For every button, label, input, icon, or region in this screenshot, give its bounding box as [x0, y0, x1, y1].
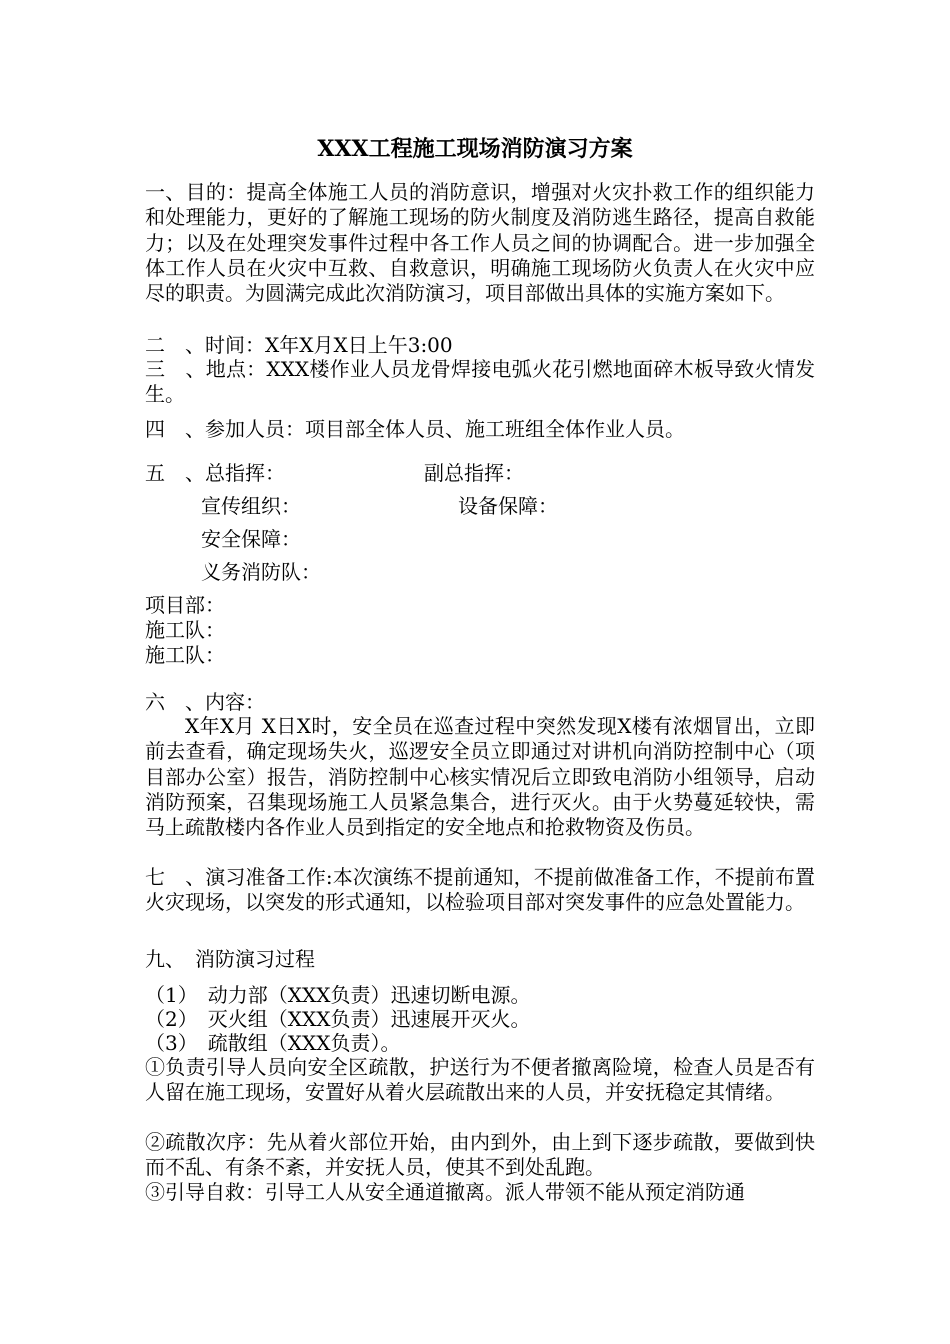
construction-team-label: 施工队： [145, 618, 225, 642]
process-step: （2） 灭火组（XXX负责）迅速展开灭火。 [145, 1007, 531, 1031]
safety-label: 安全保障： [201, 527, 301, 551]
section-content-heading: 六 、内容： [145, 690, 265, 714]
publicity-label: 宣传组织： [201, 494, 301, 518]
process-item: ①负责引导人员向安全区疏散，护送行为不便者撤离险境，检查人员是否有人留在施工现场，安置好从着火层疏散出来的人员，并安抚稳定其情绪。 [145, 1055, 815, 1105]
project-dept-label: 项目部： [145, 593, 225, 617]
process-item: ③引导自救：引导工人从安全通道撤离。派人带领不能从预定消防通 [145, 1180, 745, 1204]
section-time: 二 、时间：X年X月X日上午3:00 [145, 333, 453, 357]
equipment-label: 设备保障： [458, 494, 558, 518]
section-preparation: 七 、演习准备工作:本次演练不提前通知，不提前做准备工作，不提前布置火灾现场，以突发的形式通知，以检验项目部对突发事件的应急处置能力。 [145, 865, 815, 915]
process-step: （3） 疏散组（XXX负责）。 [145, 1031, 401, 1055]
document-title: XXX工程施工现场消防演习方案 [317, 136, 633, 162]
process-step: （1） 动力部（XXX负责）迅速切断电源。 [145, 983, 531, 1007]
section-process-heading: 九、 消防演习过程 [145, 947, 315, 971]
construction-team-label: 施工队： [145, 643, 225, 667]
fire-team-label: 义务消防队： [201, 560, 321, 584]
section-location: 三 、地点：XXX楼作业人员龙骨焊接电弧火花引燃地面碎木板导致火情发生。 [145, 357, 815, 407]
process-item: ②疏散次序：先从着火部位开始，由内到外，由上到下逐步疏散，要做到快而不乱、有条不紊，并安抚人员，使其不到处乱跑。 [145, 1130, 815, 1180]
section-purpose: 一、目的：提高全体施工人员的消防意识，增强对火灾扑救工作的组织能力和处理能力，更好的了解施工现场的防火制度及消防逃生路径，提高自救能力；以及在处理突发事件过程中各工作人员之间的协调配合。进一步加强全体工作人员在火灾中互救、自救意识，明确施工现场防火负责人在火灾中应尽的职责。为圆满完成此次消防演习，项目部做出具体的实施方案如下。 [145, 180, 815, 306]
deputy-commander-label: 副总指挥： [424, 461, 524, 485]
section-participants: 四 、参加人员：项目部全体人员、施工班组全体作业人员。 [145, 417, 685, 441]
commander-label: 五 、总指挥： [145, 461, 285, 485]
section-content-body: X年X月 X日X时，安全员在巡查过程中突然发现X楼有浓烟冒出，立即前去查看，确定现场失火，巡逻安全员立即通过对讲机向消防控制中心（项目部办公室）报告，消防控制中心核实情况后立即致电消防小组领导，启动消防预案，召集现场施工人员紧急集合，进行灭火。由于火势蔓延较快，需马上疏散楼内各作业人员到指定的安全地点和抢救物资及伤员。 [145, 714, 815, 840]
